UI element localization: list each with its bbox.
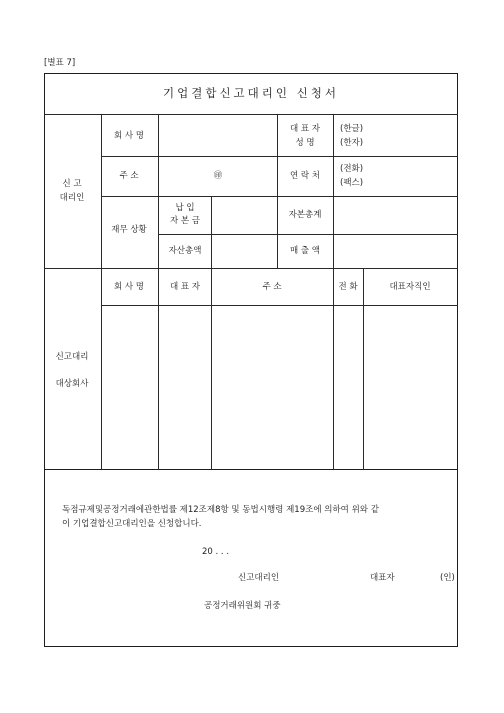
header-divider (101, 305, 458, 306)
column-header-company: 회 사 명 (113, 282, 145, 292)
name-korean-field[interactable]: (한글) (340, 124, 364, 134)
col-divider (211, 196, 212, 268)
column-header-representative: 대 표 자 (169, 282, 201, 292)
total-assets-label: 자산총액 (168, 246, 202, 256)
addressee: 공정거래위원회 귀중 (204, 601, 281, 611)
seal-placeholder[interactable]: (인) (440, 573, 455, 583)
col-divider (211, 268, 212, 470)
form-number: [별표 7] (44, 58, 76, 68)
company-name-label: 회 사 명 (113, 131, 145, 141)
total-capital-label: 자본총계 (288, 210, 322, 220)
col-divider (158, 268, 159, 470)
title-divider (44, 114, 458, 115)
column-header-seal: 대표자직인 (389, 282, 431, 292)
statement-text: 독점규제및공정거래에관한법률 제12조제8항 및 동법시행령 제19조에 의하여 위와 같 (62, 505, 379, 515)
date-field[interactable]: 20 . . . (202, 547, 230, 557)
section-divider (44, 268, 458, 269)
target-section-label: 대상회사 (55, 379, 89, 389)
signer-label: 신고대리인 (238, 573, 280, 583)
column-header-phone: 전 화 (338, 282, 358, 292)
representative-label: 대 표 자 (289, 124, 321, 134)
target-section-label: 신고대리 (55, 352, 89, 362)
name-hanja-field[interactable]: (한자) (340, 138, 364, 148)
col-divider (333, 268, 334, 470)
representative-label: 성 명 (295, 138, 315, 148)
sales-label: 매 출 액 (289, 246, 321, 256)
col-divider (158, 114, 159, 268)
seal-mark: ㊞ (213, 171, 223, 181)
row-divider (101, 156, 458, 157)
phone-field[interactable]: (전화) (340, 164, 364, 174)
representative-signature-label: 대표자 (370, 573, 395, 583)
paid-in-capital-label: 자 본 금 (169, 216, 201, 226)
financial-label: 재무 상황 (111, 225, 147, 235)
form-table (44, 73, 458, 470)
fax-field[interactable]: (팩스) (340, 178, 364, 188)
col-divider (277, 114, 278, 268)
address-label: 주 소 (119, 171, 139, 181)
row-divider (101, 196, 458, 197)
col-divider (333, 114, 334, 268)
col-divider (101, 114, 102, 470)
statement-box (44, 470, 458, 647)
col-divider (363, 268, 364, 470)
agent-section-label: 대리인 (59, 193, 85, 203)
paid-in-capital-label: 납 입 (175, 203, 195, 213)
column-header-address: 주 소 (262, 282, 282, 292)
agent-section-label: 신 고 (62, 179, 82, 189)
statement-text: 이 기업결합신고대리인을 신청합니다. (62, 519, 202, 529)
contact-label: 연 락 처 (289, 171, 321, 181)
form-title: 기업결합신고대리인 신청서 (163, 86, 339, 100)
row-divider (158, 234, 458, 235)
